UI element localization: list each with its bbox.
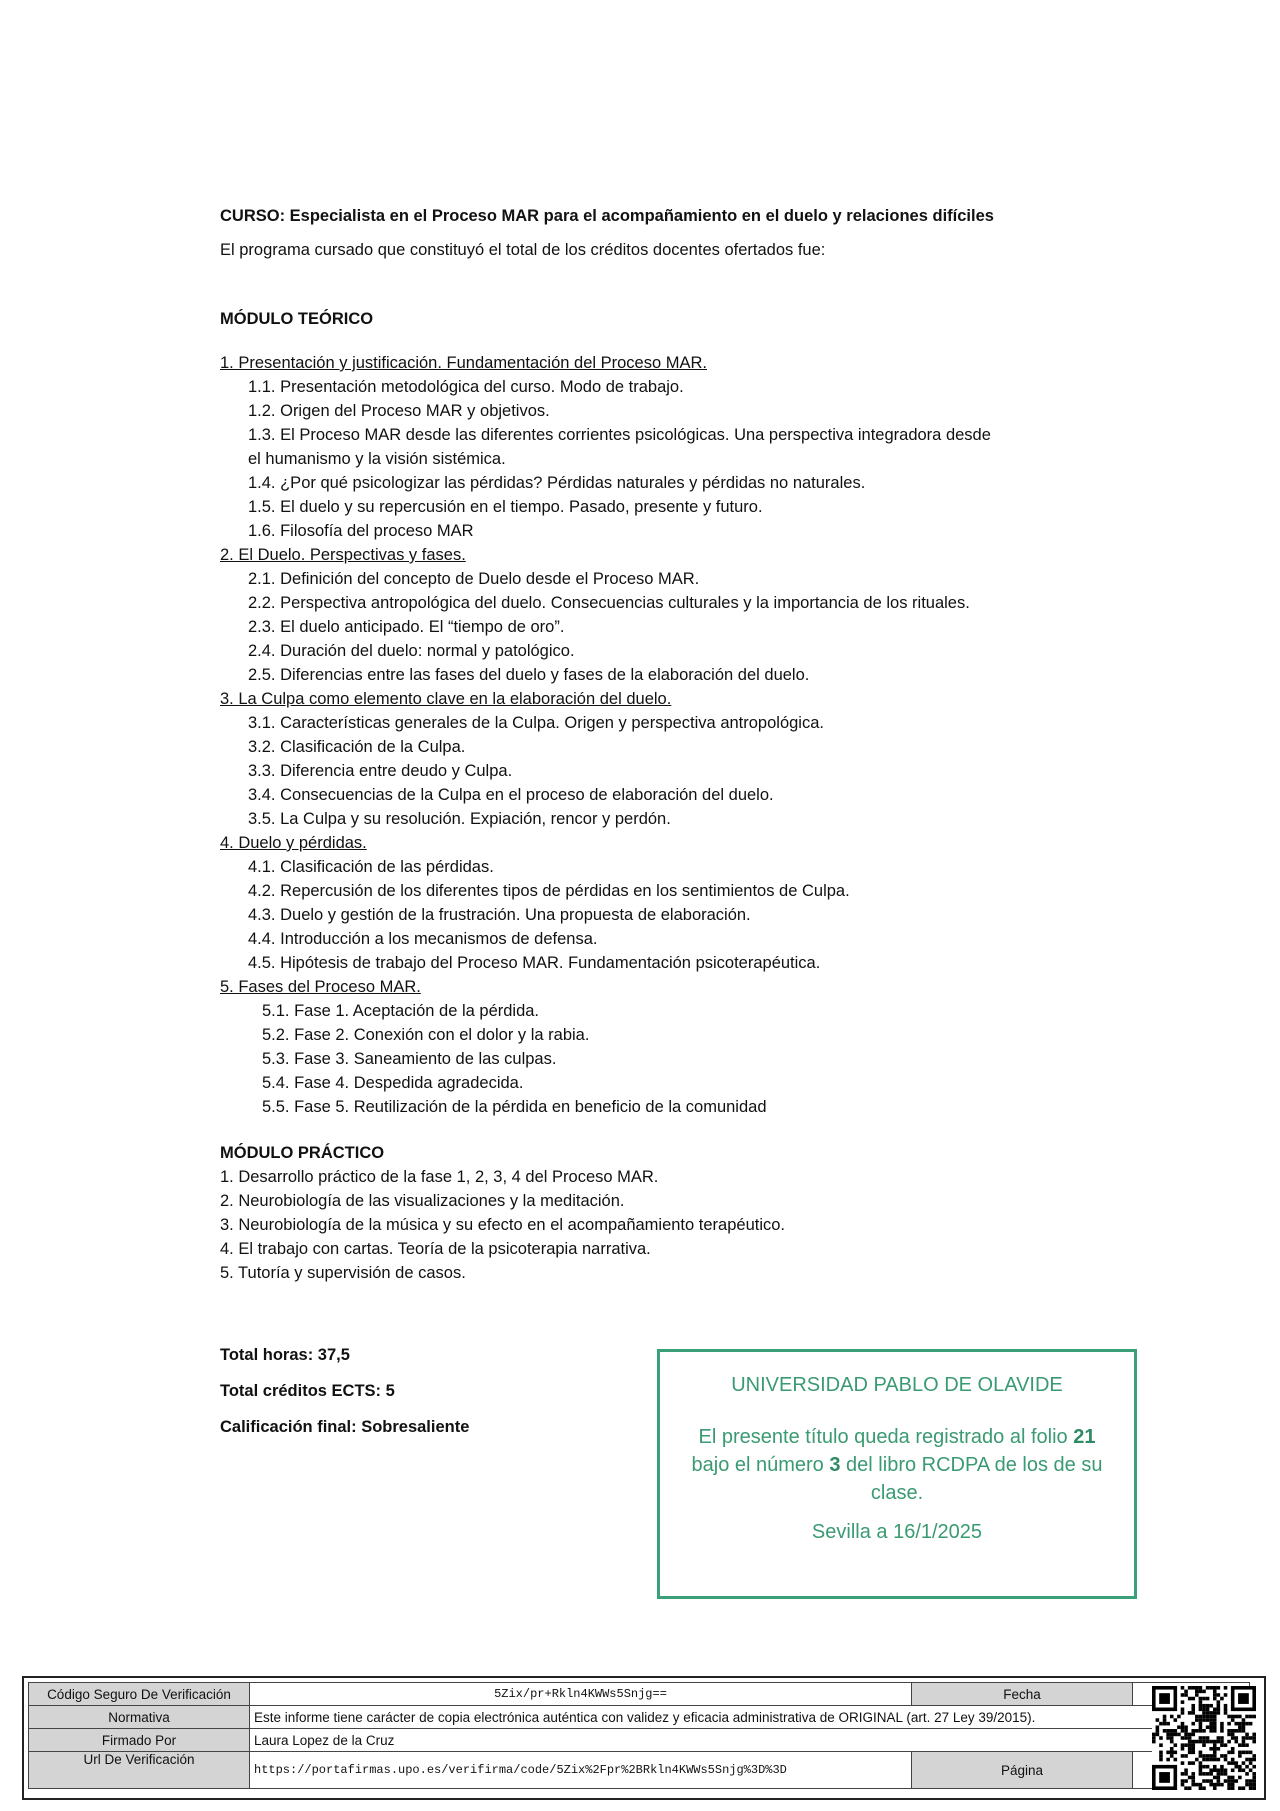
stamp-folio: 21: [1073, 1426, 1096, 1448]
qr-code-icon: [1152, 1686, 1256, 1790]
verification-box: [22, 1676, 1266, 1800]
practico-item: 4. El trabajo con cartas. Teoría de la psicoterapia narrativa.: [220, 1240, 651, 1258]
normativa-value: Este informe tiene carácter de copia electrónica auténtica con validez y eficacia administrativa de ORIGINAL (art. 27 Ley 39/2015).: [250, 1706, 1250, 1729]
module-practico-list: [220, 1165, 1080, 1285]
section-title: 2. El Duelo. Perspectivas y fases.: [220, 546, 466, 564]
section-title: 3. La Culpa como elemento clave en la elaboración del duelo.: [220, 690, 672, 708]
section-item: 3.2. Clasificación de la Culpa.: [248, 738, 466, 756]
section-item: 1.6. Filosofía del proceso MAR: [248, 522, 474, 540]
section-item: 4.2. Repercusión de los diferentes tipos de pérdidas en los sentimientos de Culpa.: [248, 882, 850, 900]
csv-value: 5Zix/pr+Rkln4KWWs5Snjg==: [250, 1683, 912, 1706]
stamp-university: UNIVERSIDAD PABLO DE OLAVIDE: [731, 1374, 1063, 1396]
stamp-text-b: bajo el número: [691, 1454, 830, 1476]
stamp-numero: 3: [829, 1454, 841, 1476]
section-item: 2.5. Diferencias entre las fases del duelo y fases de la elaboración del duelo.: [248, 666, 810, 684]
section-item: 1.4. ¿Por qué psicologizar las pérdidas? Pérdidas naturales y pérdidas no naturales.: [248, 474, 866, 492]
section-title: 5. Fases del Proceso MAR.: [220, 978, 421, 996]
stamp-text-a: El presente título queda registrado al folio: [698, 1426, 1074, 1448]
section-item: 5.3. Fase 3. Saneamiento de las culpas.: [262, 1050, 557, 1068]
pagina-label: Página: [912, 1752, 1133, 1789]
practico-item: 5. Tutoría y supervisión de casos.: [220, 1264, 466, 1282]
practico-item: 2. Neurobiología de las visualizaciones y la meditación.: [220, 1192, 625, 1210]
stamp-date: Sevilla a 16/1/2025: [811, 1521, 983, 1543]
section-item: 4.1. Clasificación de las pérdidas.: [248, 858, 494, 876]
section-item: 5.4. Fase 4. Despedida agradecida.: [262, 1074, 524, 1092]
normativa-label: Normativa: [29, 1706, 250, 1729]
section-item: 5.5. Fase 5. Reutilización de la pérdida en beneficio de la comunidad: [262, 1098, 767, 1116]
csv-label: Código Seguro De Verificación: [29, 1683, 250, 1706]
section-item: 3.4. Consecuencias de la Culpa en el proceso de elaboración del duelo.: [248, 786, 774, 804]
url-label: Url De Verificación: [29, 1752, 250, 1789]
section-title: 1. Presentación y justificación. Fundamentación del Proceso MAR.: [220, 354, 707, 372]
section-item: 2.3. El duelo anticipado. El “tiempo de oro”.: [248, 618, 565, 636]
section-item: 1.5. El duelo y su repercusión en el tiempo. Pasado, presente y futuro.: [248, 498, 763, 516]
course-title: CURSO: Especialista en el Proceso MAR para el acompañamiento en el duelo y relaciones difíciles: [220, 207, 994, 225]
section-item: 3.1. Características generales de la Culpa. Origen y perspectiva antropológica.: [248, 714, 824, 732]
course-intro: El programa cursado que constituyó el total de los créditos docentes ofertados fue:: [220, 241, 826, 259]
section-item: 3.3. Diferencia entre deudo y Culpa.: [248, 762, 513, 780]
module-practico-title: MÓDULO PRÁCTICO: [220, 1144, 385, 1162]
fecha-label: Fecha: [912, 1683, 1133, 1706]
firmado-value: Laura Lopez de la Cruz: [250, 1729, 1250, 1752]
section-item: el humanismo y la visión sistémica.: [248, 450, 506, 468]
section-item: 3.5. La Culpa y su resolución. Expiación, rencor y perdón.: [248, 810, 671, 828]
stamp-text-c: del libro RCDPA de los de su clase.: [840, 1454, 1103, 1504]
section-item: 1.3. El Proceso MAR desde las diferentes corrientes psicológicas. Una perspectiva integradora desde: [248, 426, 991, 444]
total-hours: Total horas: 37,5: [220, 1346, 350, 1364]
section-item: 2.1. Definición del concepto de Duelo desde el Proceso MAR.: [248, 570, 700, 588]
total-ects: Total créditos ECTS: 5: [220, 1382, 395, 1400]
section-item: 2.4. Duración del duelo: normal y patológico.: [248, 642, 575, 660]
section-item: 4.5. Hipótesis de trabajo del Proceso MAR. Fundamentación psicoterapéutica.: [248, 954, 821, 972]
final-grade: Calificación final: Sobresaliente: [220, 1418, 470, 1436]
practico-item: 1. Desarrollo práctico de la fase 1, 2, 3, 4 del Proceso MAR.: [220, 1168, 659, 1186]
firmado-label: Firmado Por: [29, 1729, 250, 1752]
module-teorico-list: [220, 351, 1080, 1119]
url-value[interactable]: https://portafirmas.upo.es/verifirma/code/5Zix%2Fpr%2BRkln4KWWs5Snjg%3D%3D: [250, 1752, 912, 1789]
module-teorico-title: MÓDULO TEÓRICO: [220, 310, 374, 328]
section-item: 4.4. Introducción a los mecanismos de defensa.: [248, 930, 598, 948]
section-item: 1.2. Origen del Proceso MAR y objetivos.: [248, 402, 550, 420]
section-item: 2.2. Perspectiva antropológica del duelo. Consecuencias culturales y la importancia de los rituales.: [248, 594, 970, 612]
section-item: 5.2. Fase 2. Conexión con el dolor y la rabia.: [262, 1026, 590, 1044]
section-title: 4. Duelo y pérdidas.: [220, 834, 367, 852]
stamp-registration-text: [678, 1423, 1116, 1507]
section-item: 4.3. Duelo y gestión de la frustración. Una propuesta de elaboración.: [248, 906, 751, 924]
section-item: 1.1. Presentación metodológica del curso. Modo de trabajo.: [248, 378, 684, 396]
verification-table: [28, 1682, 1250, 1789]
practico-item: 3. Neurobiología de la música y su efecto en el acompañamiento terapéutico.: [220, 1216, 786, 1234]
totals-block: [220, 1342, 469, 1450]
section-item: 5.1. Fase 1. Aceptación de la pérdida.: [262, 1002, 540, 1020]
registration-stamp: [657, 1349, 1137, 1599]
document-body: [220, 203, 1080, 1285]
